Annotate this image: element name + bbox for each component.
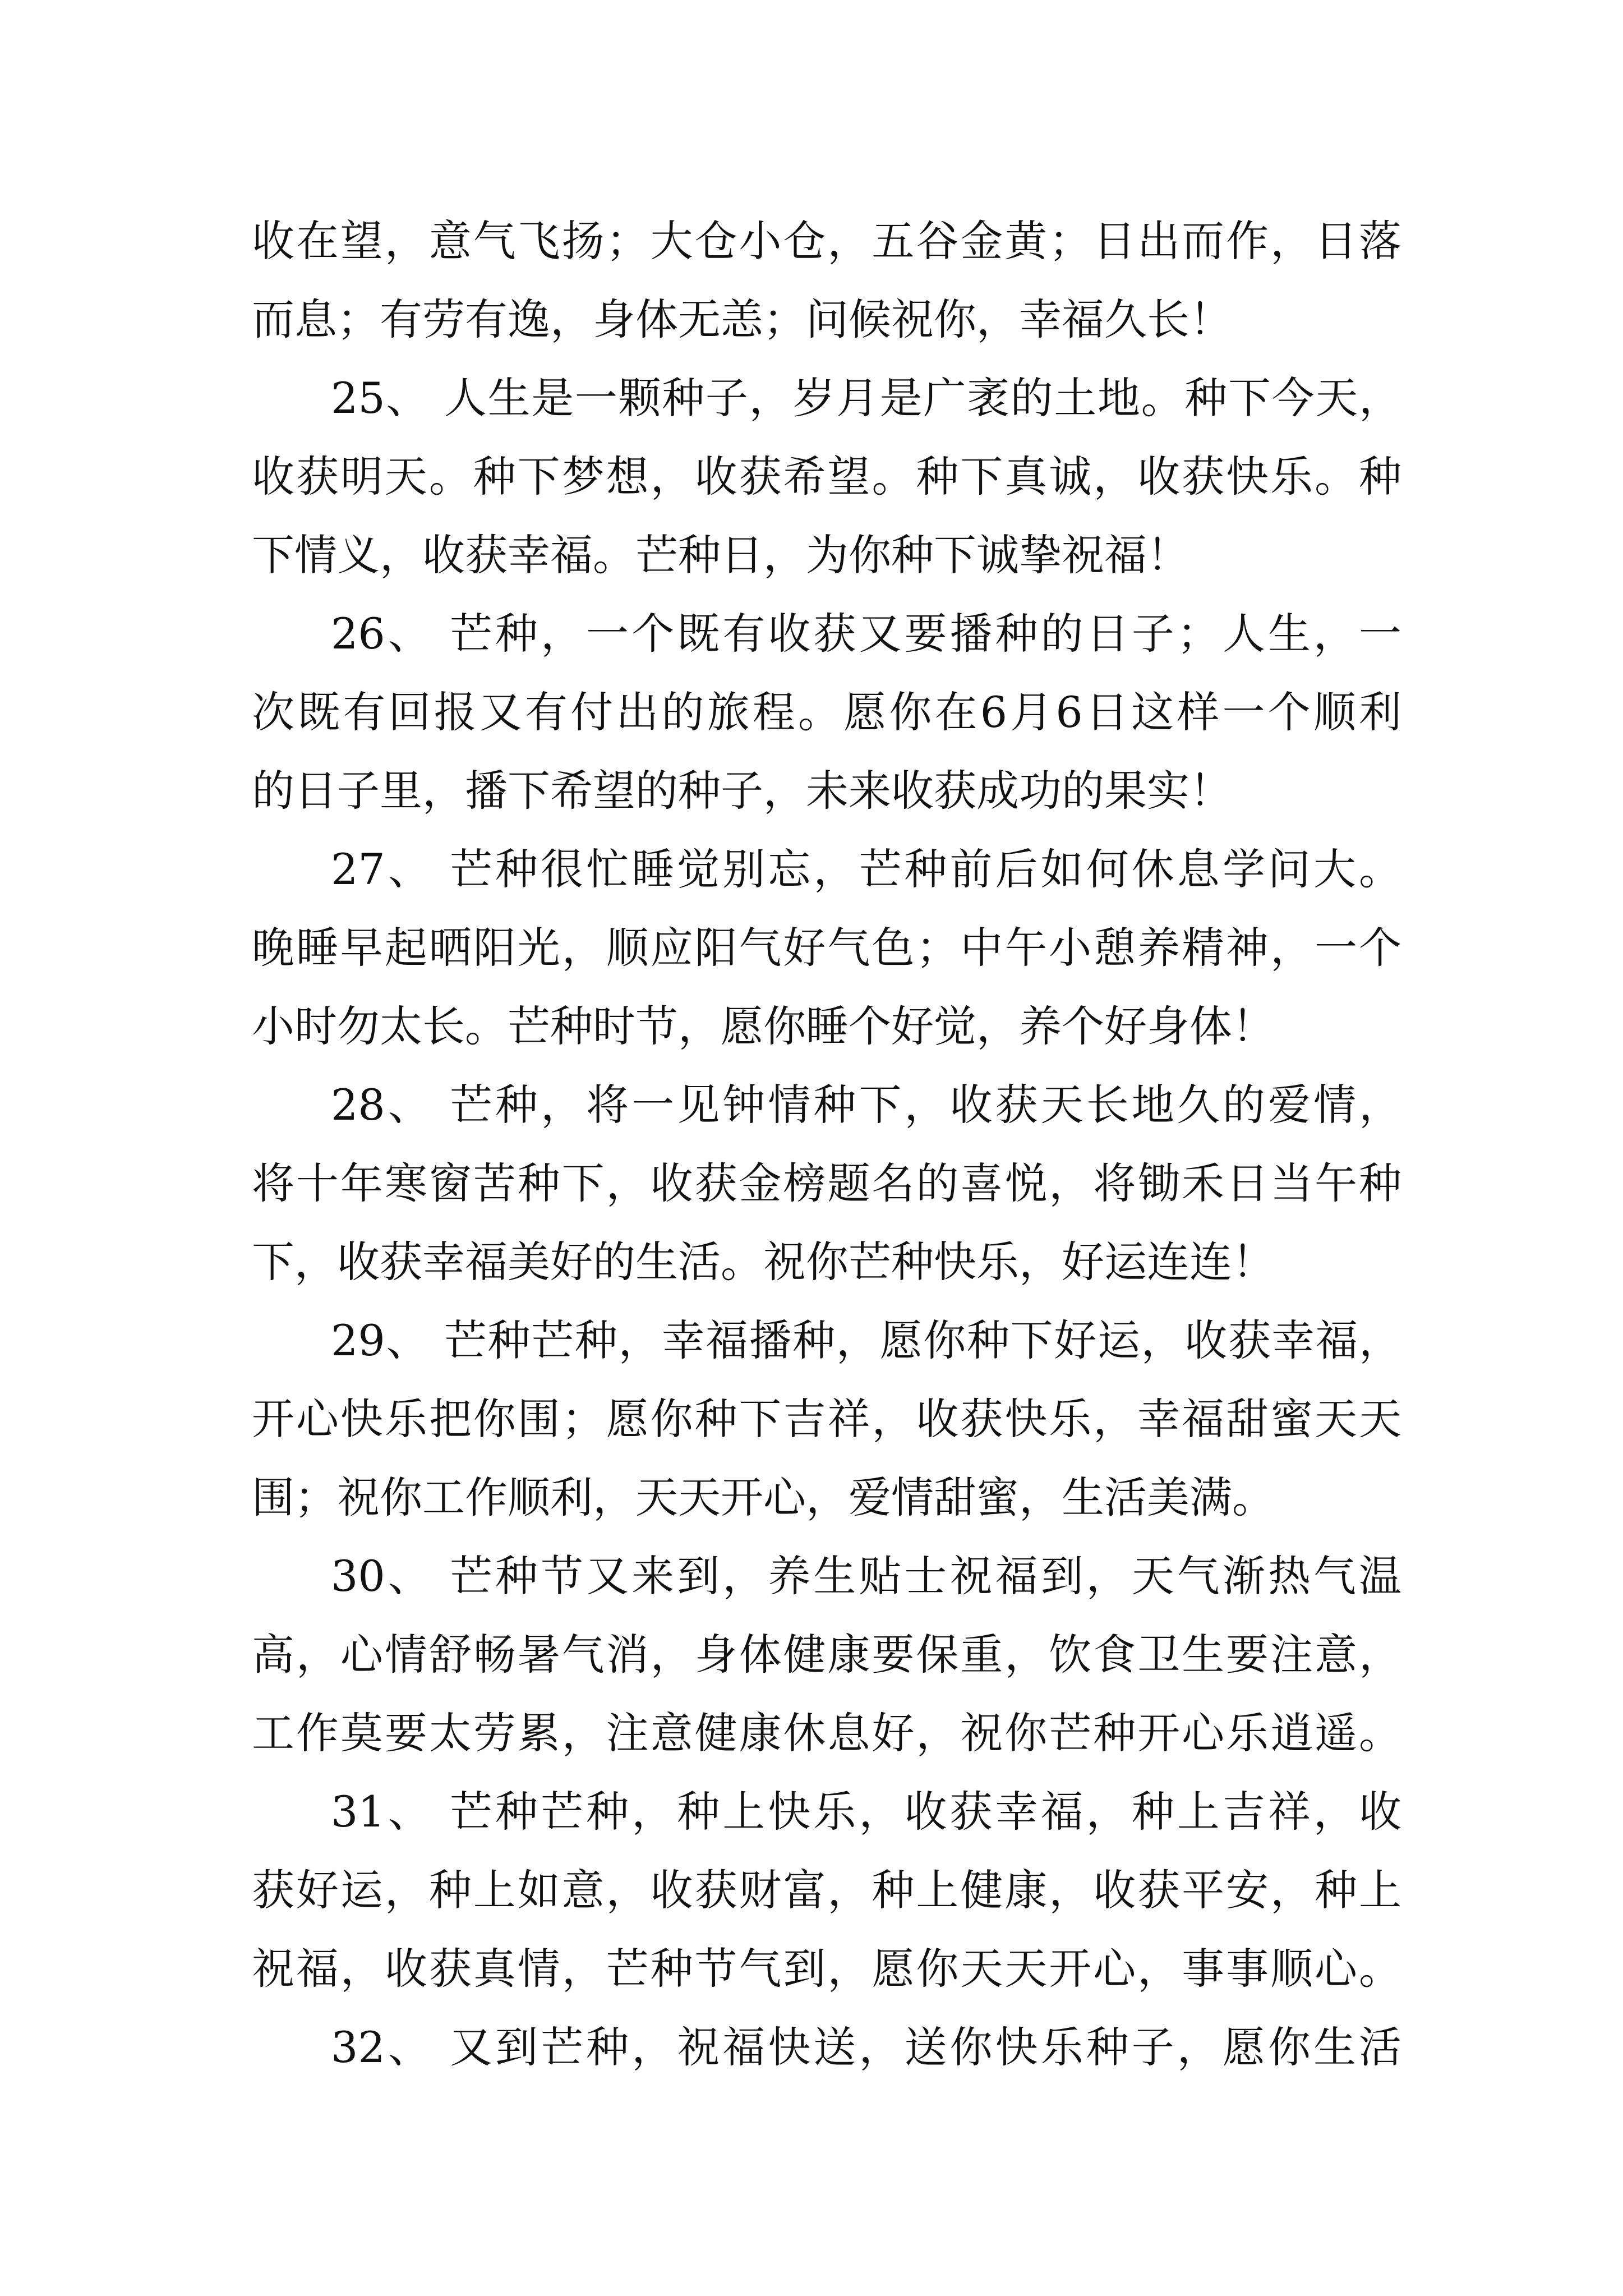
paragraph-28-first-line: 28、 芒种，将一见钟情种下，收获天长地久的爱情， [331, 1080, 1401, 1130]
paragraph-26-first-line: 26、 芒种，一个既有收获又要播种的日子；人生，一 [331, 609, 1401, 659]
text-line: 围；祝你工作顺利，天天开心，爱情甜蜜，生活美满。 [252, 1473, 1275, 1522]
paragraph-31-first-line: 31、 芒种芒种，种上快乐，收获幸福，种上吉祥，收 [331, 1787, 1401, 1837]
paragraph-29-first-line: 29、 芒种芒种，幸福播种，愿你种下好运，收获幸福， [331, 1315, 1401, 1365]
text-line: 次既有回报又有付出的旅程。愿你在6月6日这样一个顺利 [252, 687, 1401, 737]
text-line: 而息；有劳有逸，身体无恙；问候祝你，幸福久长！ [252, 295, 1232, 344]
text-line: 收在望，意气飞扬；大仓小仓，五谷金黄；日出而作，日落 [252, 216, 1401, 266]
text-line: 晚睡早起晒阳光，顺应阳气好气色；中午小憩养精神，一个 [252, 923, 1401, 973]
text-line: 小时勿太长。芒种时节，愿你睡个好觉，养个好身体！ [252, 1001, 1275, 1051]
text-line: 获好运，种上如意，收获财富，种上健康，收获平安，种上 [252, 1865, 1401, 1915]
text-line: 开心快乐把你围；愿你种下吉祥，收获快乐，幸福甜蜜天天 [252, 1394, 1401, 1444]
text-line: 祝福，收获真情，芒种节气到，愿你天天开心，事事顺心。 [252, 1944, 1401, 1994]
text-line: 将十年寒窗苦种下，收获金榜题名的喜悦，将锄禾日当午种 [252, 1158, 1401, 1208]
paragraph-30-first-line: 30、 芒种节又来到，养生贴士祝福到，天气渐热气温 [331, 1551, 1401, 1601]
text-line: 下，收获幸福美好的生活。祝你芒种快乐，好运连连！ [252, 1237, 1275, 1287]
paragraph-27-first-line: 27、 芒种很忙睡觉别忘，芒种前后如何休息学问大。 [331, 844, 1401, 894]
text-line: 下情义，收获幸福。芒种日，为你种下诚挚祝福！ [252, 530, 1189, 580]
text-line: 高，心情舒畅暑气消，身体健康要保重，饮食卫生要注意， [252, 1630, 1401, 1680]
paragraph-25-first-line: 25、 人生是一颗种子，岁月是广袤的土地。种下今天， [331, 373, 1401, 423]
text-line: 工作莫要太劳累，注意健康休息好，祝你芒种开心乐逍遥。 [252, 1708, 1401, 1758]
paragraph-32-first-line: 32、 又到芒种，祝福快送，送你快乐种子，愿你生活 [331, 2022, 1401, 2072]
text-line: 的日子里，播下希望的种子，未来收获成功的果实！ [252, 766, 1232, 816]
text-line: 收获明天。种下梦想，收获希望。种下真诚，收获快乐。种 [252, 452, 1401, 501]
